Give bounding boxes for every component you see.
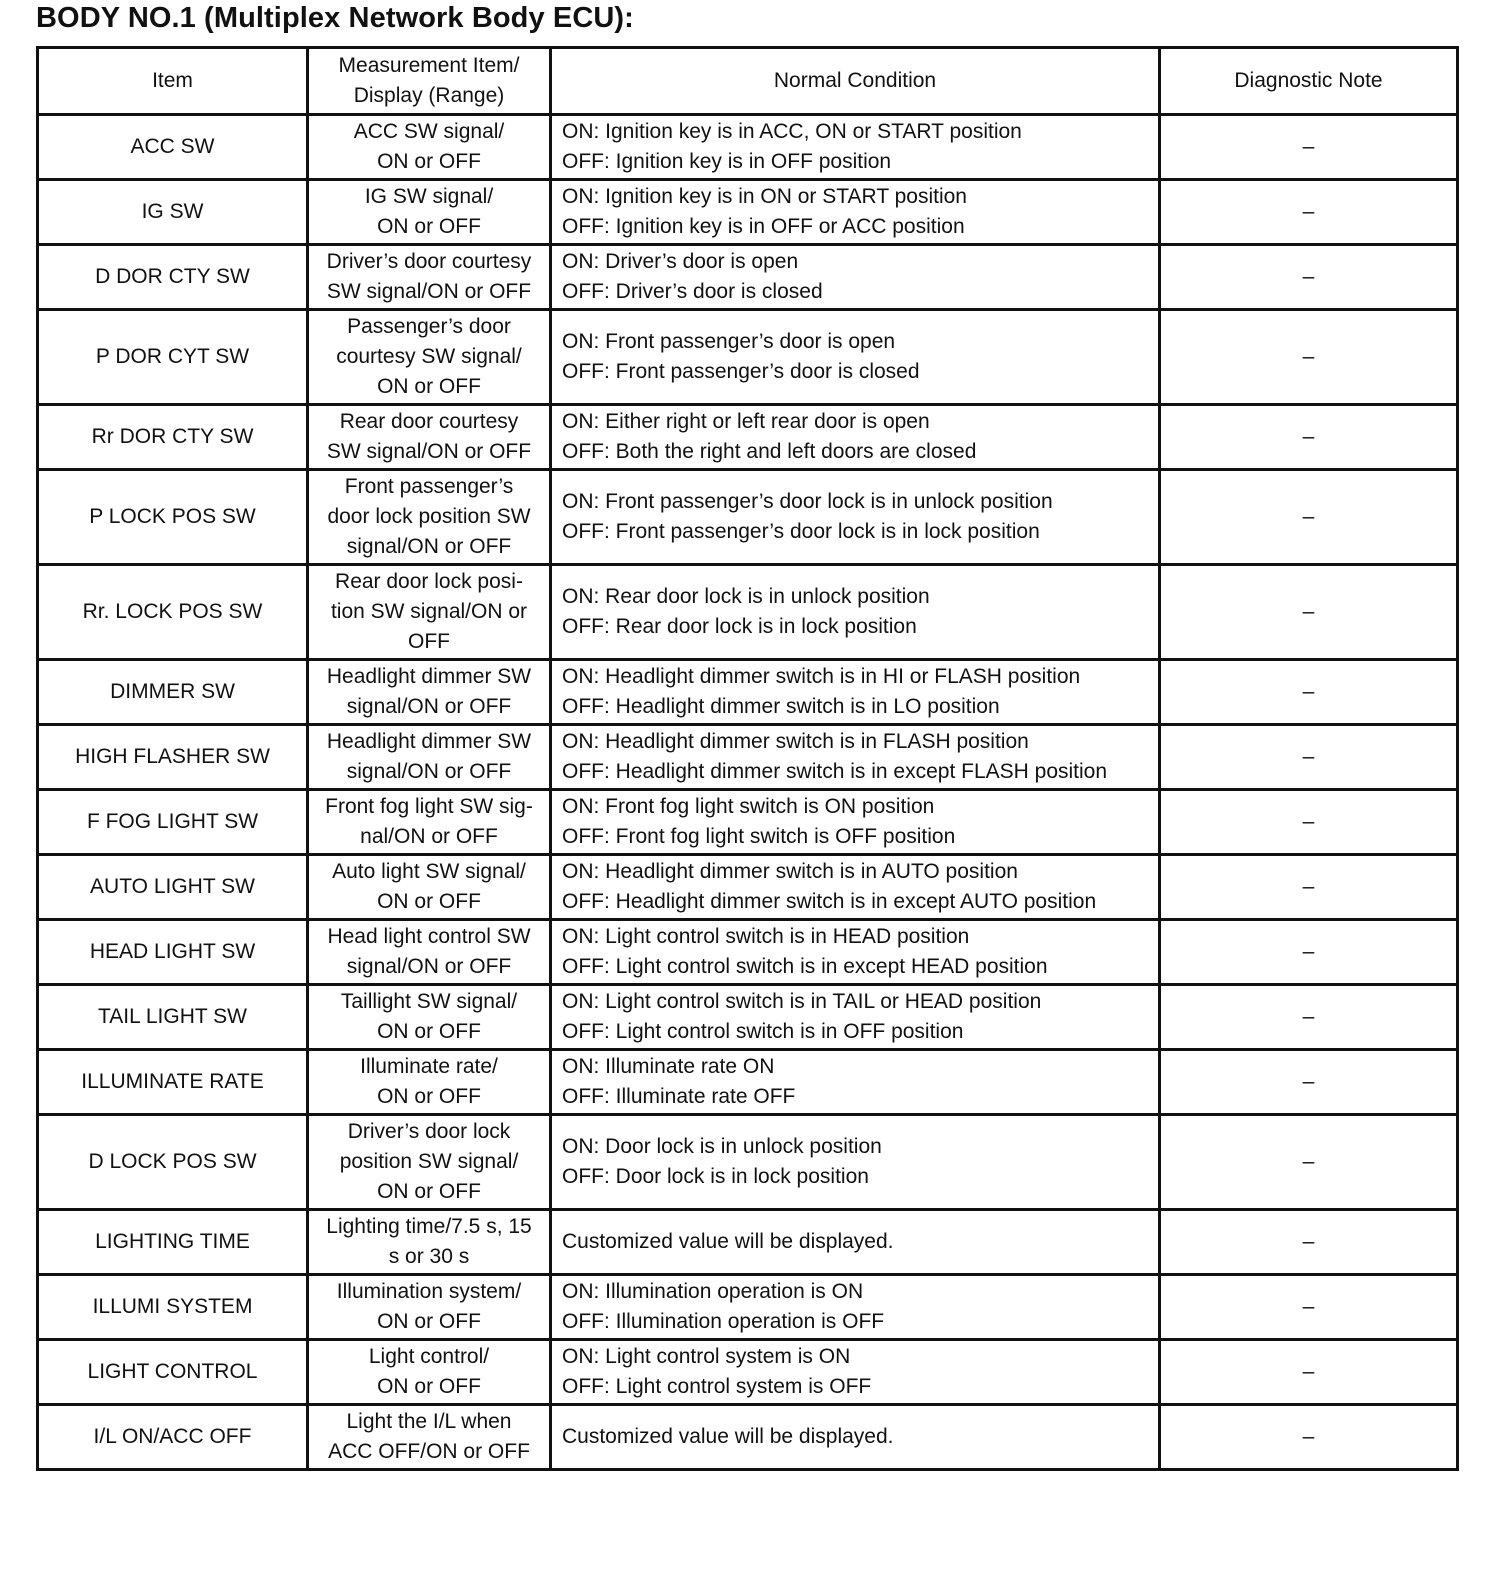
measurement-line: ON or OFF (377, 150, 481, 173)
measurement-cell (308, 1210, 551, 1275)
measurement-line: ACC SW signal/ (353, 120, 505, 143)
item-label: LIGHT CONTROL (87, 1360, 258, 1383)
measurement-line: s or 30 s (388, 1245, 470, 1268)
item-label: IG SW (141, 200, 204, 223)
note-value: – (1302, 425, 1315, 448)
measurement-line: ON or OFF (377, 1020, 481, 1043)
note-cell (1160, 920, 1458, 985)
item-cell (38, 565, 308, 660)
condition-line: OFF: Light control system is OFF (562, 1375, 872, 1398)
table-row (38, 985, 1458, 1050)
condition-line: Customized value will be displayed. (562, 1425, 894, 1448)
note-cell (1160, 1210, 1458, 1275)
measurement-line: Driver’s door lock (347, 1120, 511, 1143)
item-label: P LOCK POS SW (89, 505, 256, 528)
condition-line: OFF: Illuminate rate OFF (562, 1085, 796, 1108)
note-cell (1160, 660, 1458, 725)
item-label: ACC SW (130, 135, 215, 158)
header-condition-label: Normal Condition (773, 69, 937, 92)
table-row (38, 790, 1458, 855)
measurement-line: position SW signal/ (339, 1150, 519, 1173)
measurement-cell (308, 985, 551, 1050)
measurement-line: Passenger’s door (347, 315, 511, 338)
table-row (38, 1405, 1458, 1470)
condition-line: OFF: Front passenger’s door is closed (562, 360, 920, 383)
condition-line: ON: Door lock is in unlock position (562, 1135, 882, 1158)
measurement-line: ON or OFF (377, 890, 481, 913)
note-value: – (1302, 875, 1315, 898)
measurement-cell (308, 565, 551, 660)
item-cell (38, 115, 308, 180)
condition-line: ON: Front passenger’s door lock is in unlock position (562, 490, 1053, 513)
condition-line: ON: Front passenger’s door is open (562, 330, 896, 353)
condition-cell (551, 1050, 1160, 1115)
condition-line: ON: Headlight dimmer switch is in HI or FLASH position (562, 665, 1081, 688)
measurement-line: Front passenger’s (344, 475, 514, 498)
condition-cell (551, 245, 1160, 310)
item-cell (38, 470, 308, 565)
item-cell (38, 405, 308, 470)
note-cell (1160, 855, 1458, 920)
header-measurement (308, 48, 551, 115)
header-note (1160, 48, 1458, 115)
table-row (38, 405, 1458, 470)
item-cell (38, 1275, 308, 1340)
note-cell (1160, 245, 1458, 310)
condition-line: ON: Headlight dimmer switch is in FLASH position (562, 730, 1029, 753)
item-cell (38, 1050, 308, 1115)
note-value: – (1302, 1360, 1315, 1383)
measurement-line: OFF (408, 630, 450, 653)
note-cell (1160, 1115, 1458, 1210)
condition-cell (551, 115, 1160, 180)
measurement-line: Rear door lock posi- (335, 570, 523, 593)
note-value: – (1302, 135, 1315, 158)
condition-cell (551, 1405, 1160, 1470)
condition-line: OFF: Front passenger’s door lock is in lock position (562, 520, 1040, 543)
measurement-line: signal/ON or OFF (346, 695, 512, 718)
note-value: – (1302, 1230, 1315, 1253)
condition-cell (551, 470, 1160, 565)
measurement-cell (308, 245, 551, 310)
table-row (38, 470, 1458, 565)
note-value: – (1302, 1070, 1315, 1093)
measurement-cell (308, 1405, 551, 1470)
measurement-cell (308, 310, 551, 405)
table-row (38, 180, 1458, 245)
item-label: HEAD LIGHT SW (89, 940, 256, 963)
item-label: P DOR CYT SW (95, 345, 250, 368)
measurement-line: Lighting time/7.5 s, 15 (326, 1215, 532, 1238)
note-cell (1160, 1340, 1458, 1405)
header-item-label: Item (152, 69, 193, 92)
condition-cell (551, 405, 1160, 470)
item-cell (38, 985, 308, 1050)
item-cell (38, 855, 308, 920)
condition-cell (551, 310, 1160, 405)
condition-cell (551, 565, 1160, 660)
condition-line: ON: Light control switch is in TAIL or HEAD position (562, 990, 1042, 1013)
table-header-row (38, 48, 1458, 115)
note-cell (1160, 1050, 1458, 1115)
item-cell (38, 790, 308, 855)
condition-line: ON: Ignition key is in ON or START position (562, 185, 967, 208)
note-cell (1160, 565, 1458, 660)
condition-cell (551, 180, 1160, 245)
condition-cell (551, 920, 1160, 985)
condition-line: OFF: Door lock is in lock position (562, 1165, 869, 1188)
condition-cell (551, 855, 1160, 920)
condition-line: ON: Light control system is ON (562, 1345, 851, 1368)
item-cell (38, 920, 308, 985)
measurement-line: Rear door courtesy (339, 410, 519, 433)
measurement-line: Light the I/L when (346, 1410, 512, 1433)
note-value: – (1302, 200, 1315, 223)
condition-line: ON: Light control switch is in HEAD position (562, 925, 970, 948)
header-item (38, 48, 308, 115)
condition-line: OFF: Headlight dimmer switch is in except AUTO position (562, 890, 1097, 913)
item-cell (38, 1210, 308, 1275)
measurement-cell (308, 660, 551, 725)
data-list-table (36, 46, 1459, 1471)
condition-line: ON: Front fog light switch is ON position (562, 795, 935, 818)
note-value: – (1302, 345, 1315, 368)
measurement-line: Head light control SW (327, 925, 531, 948)
condition-line: OFF: Both the right and left doors are closed (562, 440, 977, 463)
item-cell (38, 725, 308, 790)
measurement-line: tion SW signal/ON or (330, 600, 528, 623)
header-measurement-line: Measurement Item/ (338, 54, 520, 77)
measurement-line: Illumination system/ (336, 1280, 522, 1303)
note-value: – (1302, 505, 1315, 528)
item-cell (38, 310, 308, 405)
header-measurement-line: Display (Range) (353, 84, 505, 107)
note-value: – (1302, 940, 1315, 963)
note-cell (1160, 725, 1458, 790)
condition-line: ON: Illumination operation is ON (562, 1280, 864, 1303)
table-row (38, 1210, 1458, 1275)
condition-line: ON: Headlight dimmer switch is in AUTO position (562, 860, 1018, 883)
note-cell (1160, 1405, 1458, 1470)
measurement-cell (308, 180, 551, 245)
item-label: D DOR CTY SW (95, 265, 250, 288)
page-title: BODY NO.1 (Multiplex Network Body ECU): (36, 2, 634, 34)
condition-cell (551, 1115, 1160, 1210)
measurement-line: IG SW signal/ (364, 185, 494, 208)
item-label: D LOCK POS SW (88, 1150, 257, 1173)
condition-cell (551, 1275, 1160, 1340)
note-value: – (1302, 1005, 1315, 1028)
note-cell (1160, 470, 1458, 565)
measurement-line: SW signal/ON or OFF (326, 440, 532, 463)
condition-line: OFF: Light control switch is in except HEAD position (562, 955, 1048, 978)
measurement-line: nal/ON or OFF (360, 825, 498, 848)
table-row (38, 115, 1458, 180)
item-label: I/L ON/ACC OFF (93, 1425, 252, 1448)
condition-cell (551, 725, 1160, 790)
condition-line: ON: Rear door lock is in unlock position (562, 585, 930, 608)
note-value: – (1302, 600, 1315, 623)
measurement-line: ON or OFF (377, 1085, 481, 1108)
condition-line: OFF: Light control switch is in OFF position (562, 1020, 964, 1043)
table-row (38, 1115, 1458, 1210)
note-value: – (1302, 1295, 1315, 1318)
condition-line: Customized value will be displayed. (562, 1230, 894, 1253)
condition-cell (551, 985, 1160, 1050)
condition-line: OFF: Rear door lock is in lock position (562, 615, 917, 638)
table-row (38, 855, 1458, 920)
measurement-line: signal/ON or OFF (346, 955, 512, 978)
item-label: Rr DOR CTY SW (91, 425, 254, 448)
condition-cell (551, 790, 1160, 855)
table-row (38, 660, 1458, 725)
note-value: – (1302, 265, 1315, 288)
table-row (38, 920, 1458, 985)
condition-cell (551, 1340, 1160, 1405)
measurement-line: ON or OFF (377, 215, 481, 238)
condition-line: ON: Either right or left rear door is open (562, 410, 930, 433)
note-value: – (1302, 680, 1315, 703)
note-cell (1160, 405, 1458, 470)
note-cell (1160, 790, 1458, 855)
condition-line: OFF: Ignition key is in OFF position (562, 150, 892, 173)
measurement-line: Headlight dimmer SW (326, 730, 532, 753)
measurement-cell (308, 855, 551, 920)
table-row (38, 1340, 1458, 1405)
item-cell (38, 180, 308, 245)
condition-line: OFF: Headlight dimmer switch is in except FLASH position (562, 760, 1108, 783)
measurement-line: SW signal/ON or OFF (326, 280, 532, 303)
measurement-line: Auto light SW signal/ (332, 860, 526, 883)
item-cell (38, 1340, 308, 1405)
measurement-line: Illuminate rate/ (360, 1055, 498, 1078)
measurement-cell (308, 1275, 551, 1340)
condition-line: OFF: Illumination operation is OFF (562, 1310, 885, 1333)
measurement-cell (308, 405, 551, 470)
note-cell (1160, 985, 1458, 1050)
measurement-cell (308, 1340, 551, 1405)
note-value: – (1302, 810, 1315, 833)
condition-line: OFF: Headlight dimmer switch is in LO position (562, 695, 1000, 718)
item-label: ILLUMINATE RATE (81, 1070, 264, 1093)
measurement-cell (308, 725, 551, 790)
measurement-cell (308, 115, 551, 180)
item-cell (38, 1405, 308, 1470)
note-cell (1160, 180, 1458, 245)
measurement-cell (308, 470, 551, 565)
condition-line: OFF: Driver’s door is closed (562, 280, 823, 303)
table-body (38, 115, 1458, 1470)
table-row (38, 1050, 1458, 1115)
table-row (38, 245, 1458, 310)
note-value: – (1302, 745, 1315, 768)
table-row (38, 725, 1458, 790)
measurement-line: door lock position SW (327, 505, 531, 528)
measurement-line: ON or OFF (377, 1375, 481, 1398)
item-label: F FOG LIGHT SW (86, 810, 259, 833)
measurement-line: Headlight dimmer SW (326, 665, 532, 688)
header-note-label: Diagnostic Note (1234, 69, 1383, 92)
measurement-cell (308, 920, 551, 985)
note-cell (1160, 310, 1458, 405)
measurement-line: Light control/ (368, 1345, 490, 1368)
measurement-cell (308, 1115, 551, 1210)
note-value: – (1302, 1150, 1315, 1173)
item-cell (38, 660, 308, 725)
item-label: AUTO LIGHT SW (90, 875, 255, 898)
measurement-line: ACC OFF/ON or OFF (328, 1440, 530, 1463)
header-condition (551, 48, 1160, 115)
note-cell (1160, 115, 1458, 180)
note-value: – (1302, 1425, 1315, 1448)
measurement-line: ON or OFF (377, 375, 481, 398)
measurement-line: ON or OFF (377, 1310, 481, 1333)
measurement-cell (308, 790, 551, 855)
item-label: LIGHTING TIME (95, 1230, 250, 1253)
measurement-line: Taillight SW signal/ (340, 990, 518, 1013)
condition-line: OFF: Front fog light switch is OFF position (562, 825, 956, 848)
item-label: ILLUMI SYSTEM (92, 1295, 253, 1318)
measurement-line: signal/ON or OFF (346, 535, 512, 558)
table-row (38, 565, 1458, 660)
condition-cell (551, 660, 1160, 725)
note-cell (1160, 1275, 1458, 1340)
measurement-line: signal/ON or OFF (346, 760, 512, 783)
measurement-line: Driver’s door courtesy (326, 250, 532, 273)
item-cell (38, 245, 308, 310)
table-row (38, 310, 1458, 405)
condition-line: ON: Illuminate rate ON (562, 1055, 775, 1078)
measurement-line: ON or OFF (377, 1180, 481, 1203)
measurement-line: courtesy SW signal/ (336, 345, 522, 368)
measurement-cell (308, 1050, 551, 1115)
item-label: Rr. LOCK POS SW (82, 600, 263, 623)
condition-line: ON: Driver’s door is open (562, 250, 799, 273)
measurement-line: Front fog light SW sig- (325, 795, 533, 818)
item-label: HIGH FLASHER SW (75, 745, 270, 768)
item-label: TAIL LIGHT SW (98, 1005, 247, 1028)
item-label: DIMMER SW (110, 680, 235, 703)
condition-cell (551, 1210, 1160, 1275)
condition-line: OFF: Ignition key is in OFF or ACC position (562, 215, 965, 238)
condition-line: ON: Ignition key is in ACC, ON or START position (562, 120, 1022, 143)
item-cell (38, 1115, 308, 1210)
table-row (38, 1275, 1458, 1340)
